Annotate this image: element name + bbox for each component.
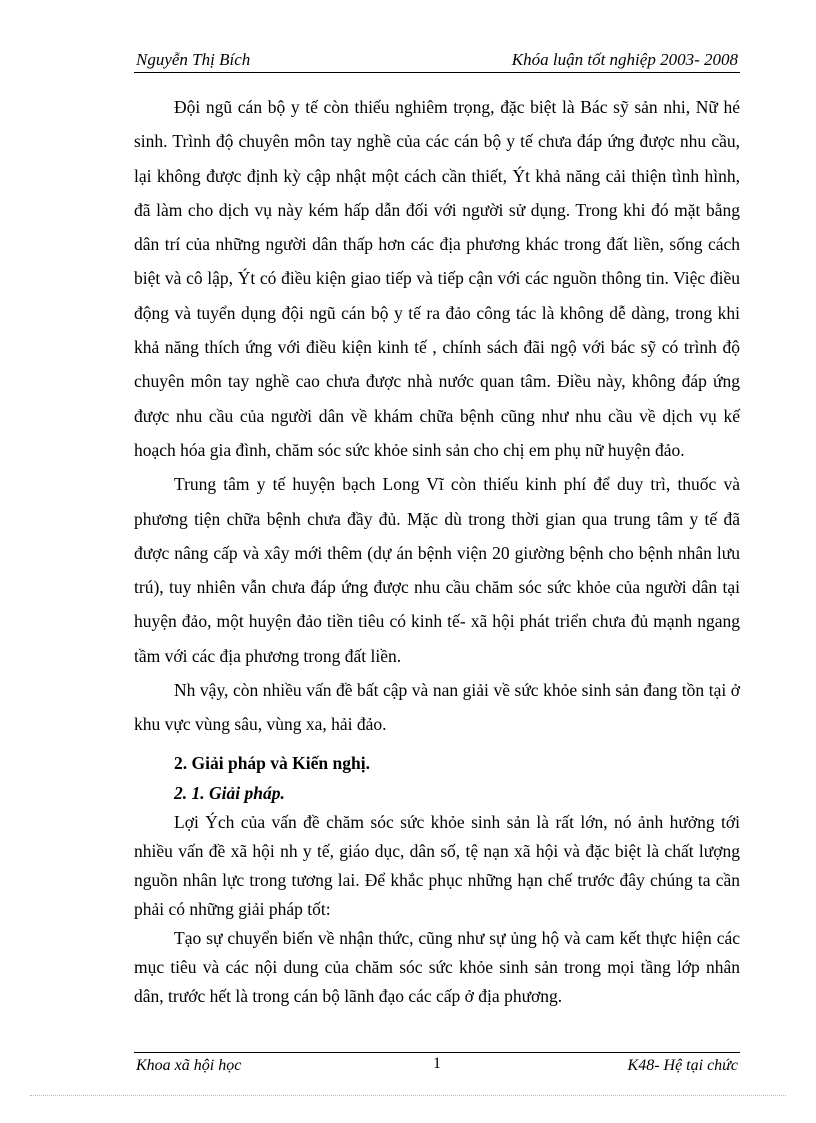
subsection-heading: 2. 1. Giải pháp. [174,782,285,803]
page-footer [134,1052,740,1078]
paragraph-health-center: Trung tâm y tế huyện bạch Long Vĩ còn thiếu kinh phí để duy trì, thuốc và phương tiện chữa bệnh chưa đầy đủ. Mặc dù trong thời gian qua trung tâm y tế đã được nâng cấp và xây mới thêm (dự án bệnh viện 20 giường bệnh cho bệnh nhân lưu trú), tuy nhiên vẫn chưa đáp ứng được nhu cầu chăm sóc sức khỏe của người dân tại huyện đảo, một huyện đảo tiền tiêu có kinh tế- xã hội phát triển chưa đủ mạnh ngang tầm với các địa phương trong đất liền. [134,474,740,666]
page-number: 1 [433,1055,441,1072]
footer-faculty: Khoa xã hội học [136,1057,242,1074]
paragraph-summary: Nh vậy, còn nhiều vấn đề bất cập và nan giải về sức khỏe sinh sản đang tồn tại ở khu vực vùng sâu, vùng xa, hải đảo. [134,680,740,735]
header-title: Khóa luận tốt nghiệp 2003- 2008 [511,50,738,69]
page-header [134,50,740,73]
paragraph-staff-shortage: Đội ngũ cán bộ y tế còn thiếu nghiêm trọng, đặc biệt là Bác sỹ sản nhi, Nữ hé sinh. Trình độ chuyên môn tay nghề của các cán bộ y tế chưa đáp ứng được nhu cầu, lại không được định kỳ cập nhật một cách cần thiết, Ýt khả năng cải thiện tình hình, đã làm cho dịch vụ này kém hấp dẫn đối với người sử dụng. Trong khi đó mặt bằng dân trí của những người dân thấp hơn các địa phương khác trong đất liền, sống cách biệt và cô lập, Ýt có điều kiện giao tiếp và tiếp cận với các nguồn thông tin. Việc điều động và tuyển dụng đội ngũ cán bộ y tế ra đảo công tác là không dễ dàng, trong khi khả năng thích ứng với điều kiện kinh tế , chính sách đãi ngộ với bác sỹ có trình độ chuyên môn tay nghề cao chưa được nhà nước quan tâm. Điều này, không đáp ứng được nhu cầu của người dân về khám chữa bệnh cũng như nhu cầu về dịch vụ kế hoạch hóa gia đình, chăm sóc sức khỏe sinh sản cho chị em phụ nữ huyện đảo. [134,97,740,460]
paragraph-benefits: Lợi Ých của vấn đề chăm sóc sức khỏe sinh sản là rất lớn, nó ảnh hưởng tới nhiều vấn đề xã hội nh y tế, giáo dục, dân số, tệ nạn xã hội và đặc biệt là chất lượng nguồn nhân lực trong tương lai. Để khắc phục những hạn chế trước đây chúng ta cần phải có những giải pháp tốt: [134,811,740,919]
header-author: Nguyễn Thị Bích [136,50,251,69]
footer-class: K48- Hệ tại chức [627,1057,738,1074]
document-body [134,90,740,1011]
paragraph-awareness: Tạo sự chuyển biến về nhận thức, cũng như sự ủng hộ và cam kết thực hiện các mục tiêu và các nội dung của chăm sóc sức khỏe sinh sản trong mọi tầng lớp nhân dân, trước hết là trong cán bộ lãnh đạo các cấp ở địa phương. [134,927,740,1006]
page-bottom-divider [30,1095,786,1096]
section-heading: 2. Giải pháp và Kiến nghị. [174,752,370,773]
